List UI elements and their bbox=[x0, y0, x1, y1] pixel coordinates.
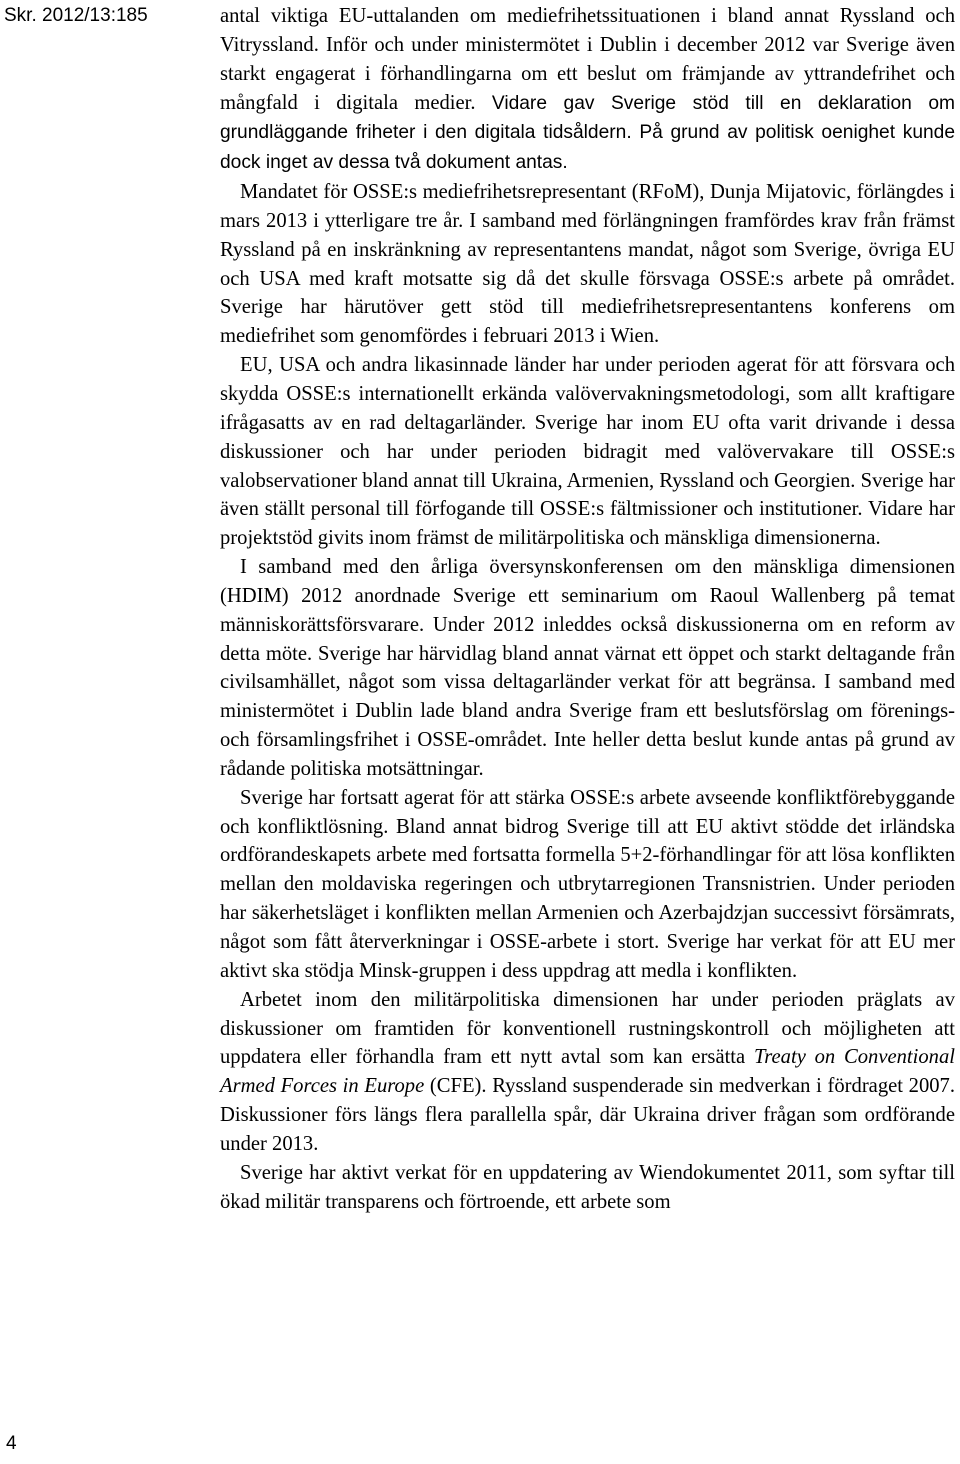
body-text bbox=[220, 2, 955, 1216]
paragraph-arms-control bbox=[220, 986, 955, 1159]
cfe-treaty-title: Treaty on Conventional Armed Forces in Europe bbox=[220, 1046, 955, 1098]
paragraph-conflict-resolution: Sverige har fortsatt agerat för att stärka OSSE:s arbete avseende konfliktförebyggande och konfliktlösning. Bland annat bidrog Sverige till att EU aktivt stödde det irländska ordförandeskapets arbete med fortsatta formella 5+2-förhandlingar för att lösa konflikten mellan den moldaviska regeringen och utbrytarregionen Transnistrien. Under perioden har säkerhetsläget i konflikten mellan Armenien och Azerbajdzjan successivt försämrats, något som fått återverkningar i OSSE-arbete i stort. Sverige har verkat för att EU mer aktivt ska stödja Minsk-gruppen i dess uppdrag att medla i konflikten. bbox=[220, 786, 955, 982]
paragraph-media-freedom-part-2: Vidare gav Sverige stöd till en deklaration om grundläggande friheter i den digitala tidsåldern. På grund av politisk oenighet kunde dock inget av dessa två dokument antas. bbox=[220, 92, 955, 174]
paragraph-vienna-document: Sverige har aktivt verkat för en uppdatering av Wiendokumentet 2011, som syftar till ökad militär transparens och förtroende, ett arbete som bbox=[220, 1161, 955, 1213]
paragraph-election-observation: EU, USA och andra likasinnade länder har under perioden agerat för att försvara och skydda OSSE:s internationellt erkända valövervakningsmetodologi, som allt kraftigare ifrågasatts av en rad deltagarländer. Sverige har inom EU ofta varit drivande i dessa diskussioner och har under perioden bidragit med valövervakare till OSSE:s valobservationer bland annat till Ukraina, Armenien, Ryssland och Georgien. Sverige har även ställt personal till förfogande till OSSE:s fältmissioner och institutioner. Vidare har projektstöd givits inom främst de militärpolitiska och mänskliga dimensionerna. bbox=[220, 354, 955, 550]
paragraph-rfom-mandate: Mandatet för OSSE:s mediefrihetsrepresentant (RFoM), Dunja Mijatovic, förlängdes i mars 2013 i ytterligare tre år. I samband med förlängningen framfördes krav från främst Ryssland på en inskränkning av representantens mandat, något som Sverige, övriga EU och USA med kraft motsatte sig då det skulle försvaga OSSE:s arbete på området. Sverige har härutöver gett stöd till mediefrihetsrepresentantens konferens om mediefrihet som genomfördes i februari 2013 i Wien. bbox=[220, 181, 955, 348]
paragraph-media-freedom bbox=[220, 2, 955, 178]
document-reference: Skr. 2012/13:185 bbox=[4, 5, 148, 26]
paragraph-arms-control-text-2: (CFE). Ryssland suspenderade sin medverkan i fördraget 2007. Diskussioner förs längs flera parallella spår, där Ukraina driver frågan som ordförande under 2013. bbox=[220, 1075, 955, 1155]
paragraph-media-freedom-part-1: antal viktiga EU-uttalanden om mediefrihetssituationen i bland annat Ryssland och Vitryssland. Inför och under ministermötet i Dublin i december 2012 var Sverige även starkt engagerat i förhandlingarna om ett beslut om främjande av yttrandefrihet och mångfald i digitala medier. bbox=[220, 5, 955, 114]
page-number: 4 bbox=[6, 1433, 17, 1454]
paragraph-arms-control-text-1: Arbetet inom den militärpolitiska dimensionen har under perioden präglats av diskussioner om framtiden för konventionell rustningskontroll och möjligheten att uppdatera eller förhandla fram ett nytt avtal som kan ersätta bbox=[220, 988, 955, 1069]
paragraph-hdim: I samband med den årliga översynskonferensen om den mänskliga dimensionen (HDIM) 2012 anordnade Sverige ett seminarium om Raoul Wallenberg på temat människorättsförsvarare. Under 2012 inleddes också diskussionerna om en reform av detta möte. Sverige har härvidlag bland annat värnat ett öppet och starkt deltagande från civilsamhället, något som vissa deltagarländer verkat för att begränsa. I samband med ministermötet i Dublin lade bland andra Sverige fram ett beslutsförslag om förenings- och församlingsfrihet i OSSE-området. Inte heller detta beslut kunde antas på grund av rådande politiska motsättningar. bbox=[220, 556, 955, 780]
